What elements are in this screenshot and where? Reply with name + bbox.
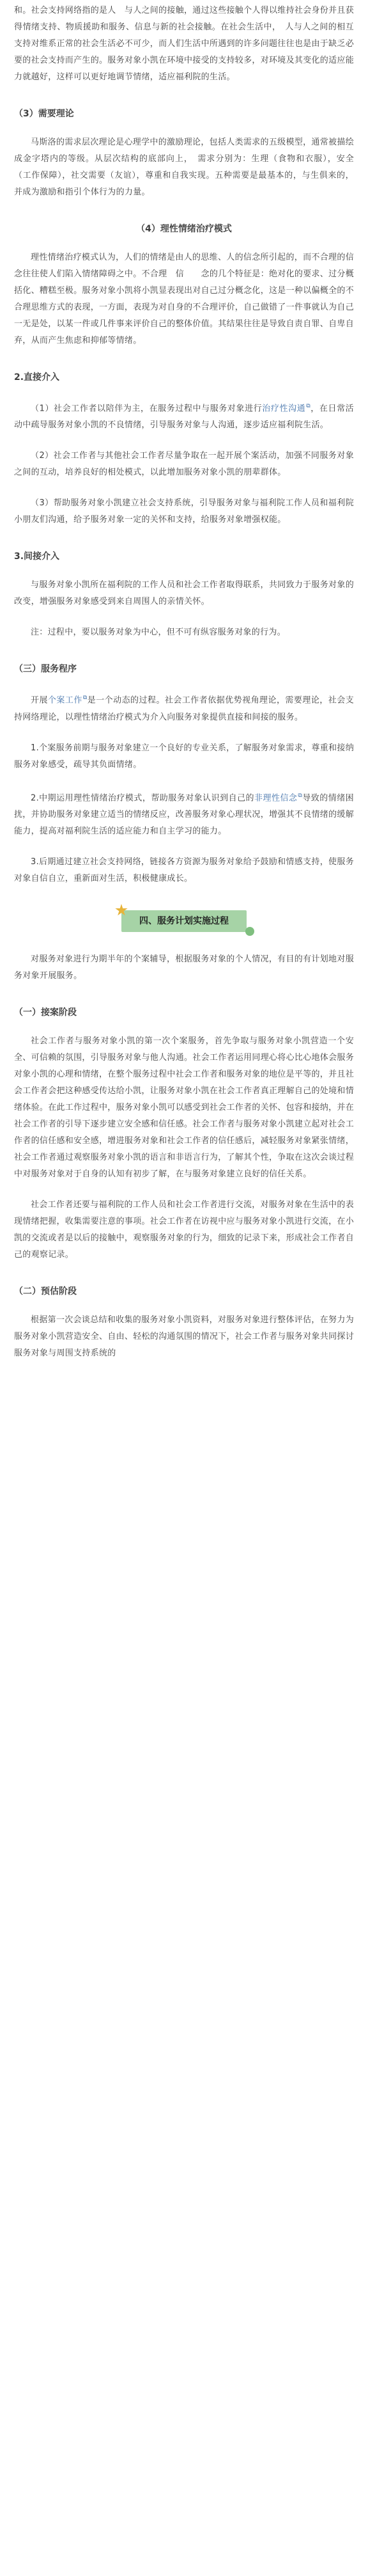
paragraph-indirect: 与服务对象小凯所在福利院的工作人员和社会工作者取得联系，共同致力于服务对象的改变，增强服务对象感受到来自周围人的亲情关怀。	[14, 580, 354, 607]
paragraph-step-3: 3.后期通过建立社会支持网络，链接各方资源为服务对象给予鼓励和情感支持，使服务对象自信自立，重新面对生活，积极健康成长。	[14, 857, 354, 883]
banner-title: 四、服务计划实施过程	[139, 915, 229, 926]
paragraph-assessment: 根据第一次会谈总结和收集的服务对象小凯资料，对服务对象进行整体评估，在努力为服务对象小凯营造安全、自由、轻松的沟通氛围的情况下，社会工作者与服务对象共同探讨服务对象与周围支持系统的	[14, 1315, 355, 1358]
heading-service-procedure: （三）服务程序	[14, 664, 77, 675]
dot-icon	[245, 927, 254, 936]
heading-rational-emotive: （4）理性情绪治疗模式	[136, 224, 232, 234]
star-icon	[115, 904, 128, 917]
section-banner	[121, 910, 247, 932]
paragraph-procedure	[14, 690, 354, 725]
heading-indirect-intervention: 3.间接介入	[14, 551, 60, 562]
paragraph-step-2	[14, 787, 354, 840]
step-2-text-pre: 2.中期运用理性情绪治疗模式，帮助服务对象认识到自己的	[31, 793, 255, 803]
paragraph-direct-1	[14, 398, 354, 434]
paragraph-rational-emotive: 理性情绪治疗模式认为，人们的情绪是由人的思维、人的信念所引起的，而不合理的信念往往使人们陷入情绪障碍之中。不合理 信 念的几个特征是：绝对化的要求、过分概括化、糟糕至极。服务对象小凯将小凯显表现出对自己过分概念化，这是一种以偏概全的不合理思维方式的表现，一方面，表现为对自身的不合理评价，自己做错了一件事就认为自己一无是处，以某一件或几件事来评价自己的整体价值。其结果往往是导致自责自罪、自卑自弃，从而产生焦虑和抑郁等情绪。	[14, 253, 355, 345]
procedure-text-post: 是一个动态的过程。社会工作者依据优势视角理论，需要理论，社会支持网络理论，以理性情绪治疗模式为介入向服务对象提供直接和间接的服务。	[14, 695, 354, 722]
paragraph-step-1: 1.个案服务前期与服务对象建立一个良好的专业关系，了解服务对象需求，尊重和接纳服务对象感受，疏导其负面情绪。	[14, 743, 354, 770]
link-icon: ⧉	[82, 695, 88, 702]
therapeutic-communication-link[interactable]: 治疗性沟通	[262, 404, 306, 414]
paragraph-social-support: 和。社会支持网络指的是人 与人之间的接触，通过这些接触个人得以维持社会身份并且获得情绪支持、物质援助和服务、信息与新的社会接触。在社会生活中， 人与人之间的相互支持对维系正常的社会生活必不可少，而人们生活中所遇到的许多问题往往也是由于缺乏必要的社会支持而产生的。服务对象小凯在环境中接受的支持较多，对环境及其变化的适应能力就越好，这样可以更好地调节情绪，适应福利院的生活。	[14, 6, 355, 82]
link-icon: ⧉	[306, 403, 310, 409]
link-icon: ⧉	[298, 792, 303, 799]
paragraph-intake-1: 社会工作者与服务对象小凯的第一次个案服务，首先争取与服务对象小凯营造一个安全、可信赖的氛围，引导服务对象与他人沟通。社会工作者运用同理心将心比心地体会服务对象小凯的心理和情绪，在整个服务过程中社会工作者和服务对象的地位是平等的，并且社会工作者会把这种感受传达给小凯，让服务对象小凯在社会工作者真正理解自己的处境和情绪体验。在此工作过程中，服务对象小凯可以感受到社会工作者的关怀、包容和接纳，并在社会工作者的引导下逐步建立安全感和信任感。社会工作者与服务对象小凯建立起对社会工作者的信任感和安全感，增进服务对象和社会工作者的信任感后，减轻服务对象紧张情绪，社会工作者通过观察服务对象小凯的语言和非语言行为，了解其个性，争取在这次会谈过程中对服务对象对于自身的认知有初步了解，在与服务对象建立良好的信任关系。	[14, 1036, 355, 1179]
paragraph-direct-2: （2）社会工作者与其他社会工作者尽量争取在一起开展个案活动，加强不同服务对象之间的互动，培养良好的相处模式，以此增加服务对象小凯的朋辈群体。	[14, 451, 354, 478]
procedure-text-pre: 开展	[31, 695, 48, 706]
heading-intake-stage: （一）接案阶段	[14, 1007, 77, 1018]
paragraph-note: 注：过程中，要以服务对象为中心，但不可有纵容服务对象的行为。	[31, 628, 286, 638]
direct-1-text-pre: （1）社会工作者以陪伴为主，在服务过程中与服务对象进行	[31, 404, 263, 414]
section-banner-wrap	[14, 910, 354, 932]
heading-direct-intervention: 2.直接介入	[14, 372, 60, 383]
direct-1-text-post: ，在日常活动中疏导服务对象小凯的不良情绪，引导服务对象与人沟通，逐步适应福利院生活。	[14, 404, 354, 431]
paragraph-plan-intro: 对服务对象进行为期半年的个案辅导，根据服务对象的个人情况，有目的有计划地对服务对象开展服务。	[14, 954, 354, 981]
heading-need-theory: （3）需要理论	[14, 109, 74, 119]
heading-assessment-stage: （二）预估阶段	[14, 1286, 77, 1297]
paragraph-intake-2: 社会工作者还要与福利院的工作人员和社会工作者进行交流，对服务对象在生活中的表现情绪把握，收集需要注意的事项。社会工作者在访视中应与服务对象小凯进行交流，在小凯的交流或者是以后的接触中，观察服务对象的行为，细致的记录下来，形成社会工作者自己的观察记录。	[14, 1199, 355, 1260]
paragraph-direct-3: （3）帮助服务对象小凯建立社会支持系统，引导服务对象与福利院工作人员和福利院小朋友们沟通，给予服务对象一定的关怀和支持，给服务对象增强权能。	[14, 498, 354, 525]
casework-link[interactable]: 个案工作	[47, 695, 82, 706]
paragraph-need-theory: 马斯洛的需求层次理论是心理学中的激励理论，包括人类需求的五级模型，通常被描绘成金字塔内的等级。从层次结构的底部向上， 需求分别为：生理（食物和衣服），安全（工作保障），社交需要（友谊），尊重和自我实现。五种需要是最基本的，与生俱来的，并成为激励和指引个体行为的力量。	[14, 138, 354, 197]
irrational-belief-link[interactable]: 非理性信念	[254, 793, 298, 803]
step-2-text-post: 导致的情绪困扰，并协助服务对象建立适当的情绪反应，改善服务对象心理状况，增强其不良情绪的缓解能力，提高对福利院生活的适应能力和自主学习的能力。	[14, 793, 355, 836]
